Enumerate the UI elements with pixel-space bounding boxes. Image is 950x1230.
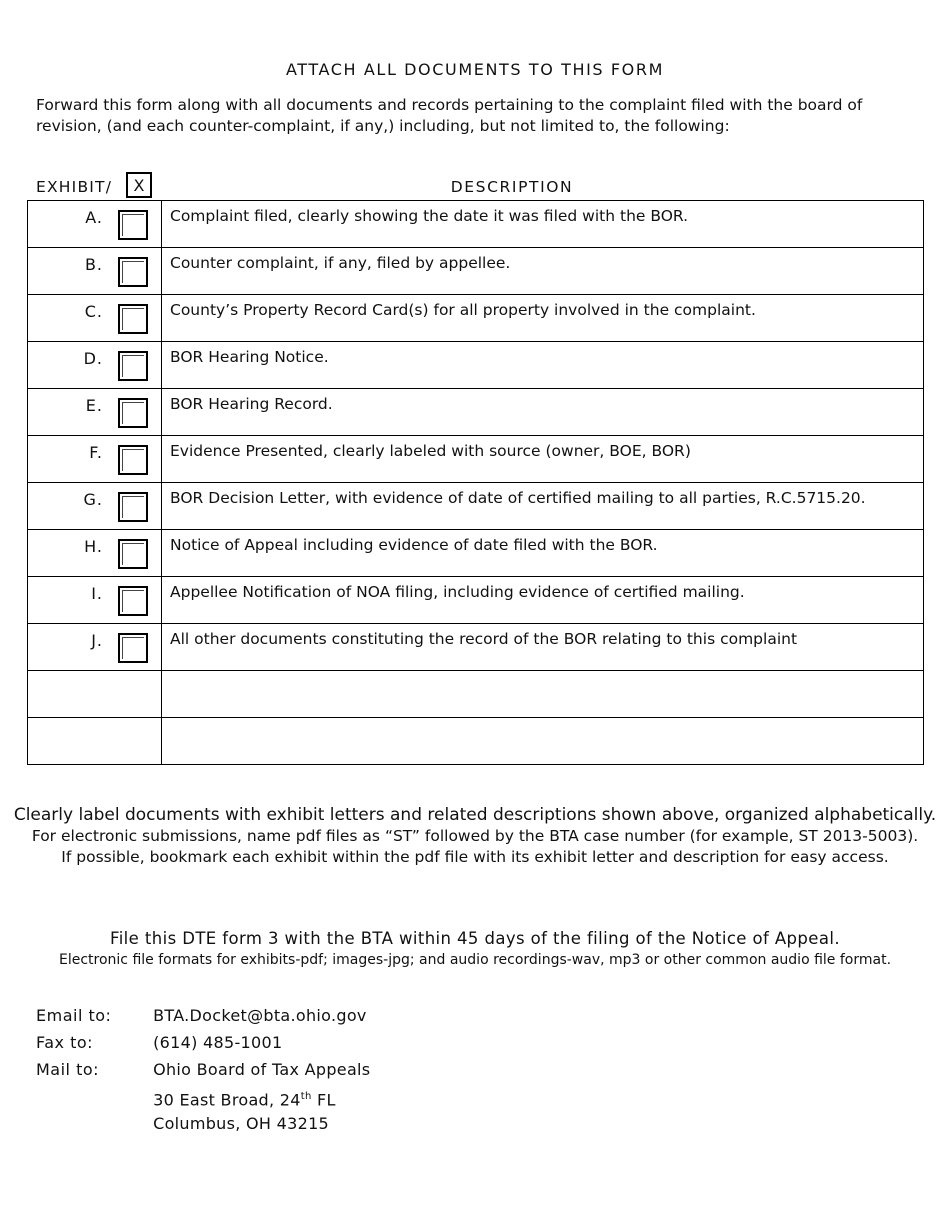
exhibit-cell xyxy=(28,436,162,483)
exhibit-cell xyxy=(28,389,162,436)
table-row-blank xyxy=(28,671,924,718)
table-row xyxy=(28,295,924,342)
filing-deadline: File this DTE form 3 with the BTA within 45 days of the filing of the Notice of Appeal. xyxy=(110,929,840,948)
exhibit-checkbox-h[interactable] xyxy=(118,539,148,569)
exhibit-cell xyxy=(28,483,162,530)
table-row xyxy=(28,389,924,436)
table-row xyxy=(28,201,924,248)
exhibit-letter: F. xyxy=(89,443,103,462)
exhibit-description: Counter complaint, if any, filed by appellee. xyxy=(162,248,924,295)
mail-street-row xyxy=(36,1083,370,1110)
exhibit-letter: I. xyxy=(91,584,103,603)
filing-instructions xyxy=(0,928,950,970)
exhibit-letter: C. xyxy=(84,302,103,321)
file-formats: Electronic file formats for exhibits-pdf; images-jpg; and audio recordings-wav, mp3 or other common audio file format. xyxy=(58,952,892,968)
exhibit-description: Notice of Appeal including evidence of date filed with the BOR. xyxy=(162,530,924,577)
exhibit-description: BOR Decision Letter, with evidence of date of certified mailing to all parties, R.C.5715.20. xyxy=(162,483,924,530)
exhibit-checkbox-j[interactable] xyxy=(118,633,148,663)
description-cell-blank[interactable] xyxy=(162,718,924,765)
mail-city: Columbus, OH 43215 xyxy=(153,1114,330,1133)
table-row xyxy=(28,436,924,483)
table-row-blank xyxy=(28,718,924,765)
exhibit-letter: D. xyxy=(83,349,103,368)
exhibit-description: BOR Hearing Notice. xyxy=(162,342,924,389)
exhibit-description: Appellee Notification of NOA filing, including evidence of certified mailing. xyxy=(162,577,924,624)
exhibit-cell xyxy=(28,530,162,577)
labeling-note-3: If possible, bookmark each exhibit within the pdf file with its exhibit letter and description for easy access. xyxy=(61,848,889,866)
exhibit-description: BOR Hearing Record. xyxy=(162,389,924,436)
exhibit-checkbox-f[interactable] xyxy=(118,445,148,475)
exhibit-cell-blank[interactable] xyxy=(28,718,162,765)
mail-recipient: Ohio Board of Tax Appeals xyxy=(153,1060,371,1079)
contact-block xyxy=(36,1002,370,1137)
exhibit-letter: A. xyxy=(85,208,103,227)
fax-number: (614) 485-1001 xyxy=(153,1033,283,1052)
table-row xyxy=(28,530,924,577)
exhibit-checkbox-a[interactable] xyxy=(118,210,148,240)
exhibit-cell xyxy=(28,295,162,342)
email-address[interactable]: BTA.Docket@bta.ohio.gov xyxy=(153,1006,367,1025)
table-row xyxy=(28,577,924,624)
table-row xyxy=(28,248,924,295)
mail-street xyxy=(153,1083,336,1113)
mail-label: Mail to: xyxy=(36,1060,100,1079)
labeling-note-2: For electronic submissions, name pdf files as “ST” followed by the BTA case number (for example, ST 2013-5003). xyxy=(31,827,919,845)
exhibit-checkbox-i[interactable] xyxy=(118,586,148,616)
table-row xyxy=(28,624,924,671)
table-row xyxy=(28,342,924,389)
street-floor: FL xyxy=(311,1090,336,1110)
exhibit-checkbox-e[interactable] xyxy=(118,398,148,428)
check-column-header: X xyxy=(126,172,152,198)
mail-city-row xyxy=(36,1110,370,1137)
exhibit-table xyxy=(27,200,924,765)
email-label: Email to: xyxy=(36,1006,112,1025)
exhibit-checkbox-g[interactable] xyxy=(118,492,148,522)
exhibit-cell xyxy=(28,577,162,624)
exhibit-letter: H. xyxy=(84,537,103,556)
exhibit-cell xyxy=(28,201,162,248)
street-prefix: 30 East Broad, 24 xyxy=(153,1090,301,1110)
street-suffix-sup: th xyxy=(300,1091,312,1102)
labeling-instructions xyxy=(0,804,950,868)
description-column-header: DESCRIPTION xyxy=(450,178,574,196)
exhibit-cell xyxy=(28,342,162,389)
fax-row xyxy=(36,1029,370,1056)
form-title: ATTACH ALL DOCUMENTS TO THIS FORM xyxy=(286,60,664,79)
fax-label: Fax to: xyxy=(36,1033,94,1052)
exhibit-cell xyxy=(28,624,162,671)
intro-text: Forward this form along with all documents and records pertaining to the complaint filed with the board of revision, (and each counter-complaint, if any,) including, but not limited to, the following: xyxy=(36,96,863,135)
exhibit-letter: B. xyxy=(84,255,103,274)
exhibit-checkbox-b[interactable] xyxy=(118,257,148,287)
table-row xyxy=(28,483,924,530)
exhibit-cell-blank[interactable] xyxy=(28,671,162,718)
exhibit-letter: G. xyxy=(83,490,103,509)
exhibit-checkbox-c[interactable] xyxy=(118,304,148,334)
exhibit-cell xyxy=(28,248,162,295)
exhibit-letter: E. xyxy=(85,396,103,415)
exhibit-checkbox-d[interactable] xyxy=(118,351,148,381)
exhibit-description: Complaint filed, clearly showing the date it was filed with the BOR. xyxy=(162,201,924,248)
exhibit-column-header: EXHIBIT/ xyxy=(36,178,113,196)
mail-row xyxy=(36,1056,370,1083)
description-cell-blank[interactable] xyxy=(162,671,924,718)
exhibit-description: All other documents constituting the record of the BOR relating to this complaint xyxy=(162,624,924,671)
exhibit-letter: J. xyxy=(91,631,103,650)
labeling-note-1: Clearly label documents with exhibit letters and related descriptions shown above, organized alphabetically. xyxy=(13,805,937,825)
email-row xyxy=(36,1002,370,1029)
exhibit-description: Evidence Presented, clearly labeled with source (owner, BOE, BOR) xyxy=(162,436,924,483)
exhibit-description: County’s Property Record Card(s) for all property involved in the complaint. xyxy=(162,295,924,342)
